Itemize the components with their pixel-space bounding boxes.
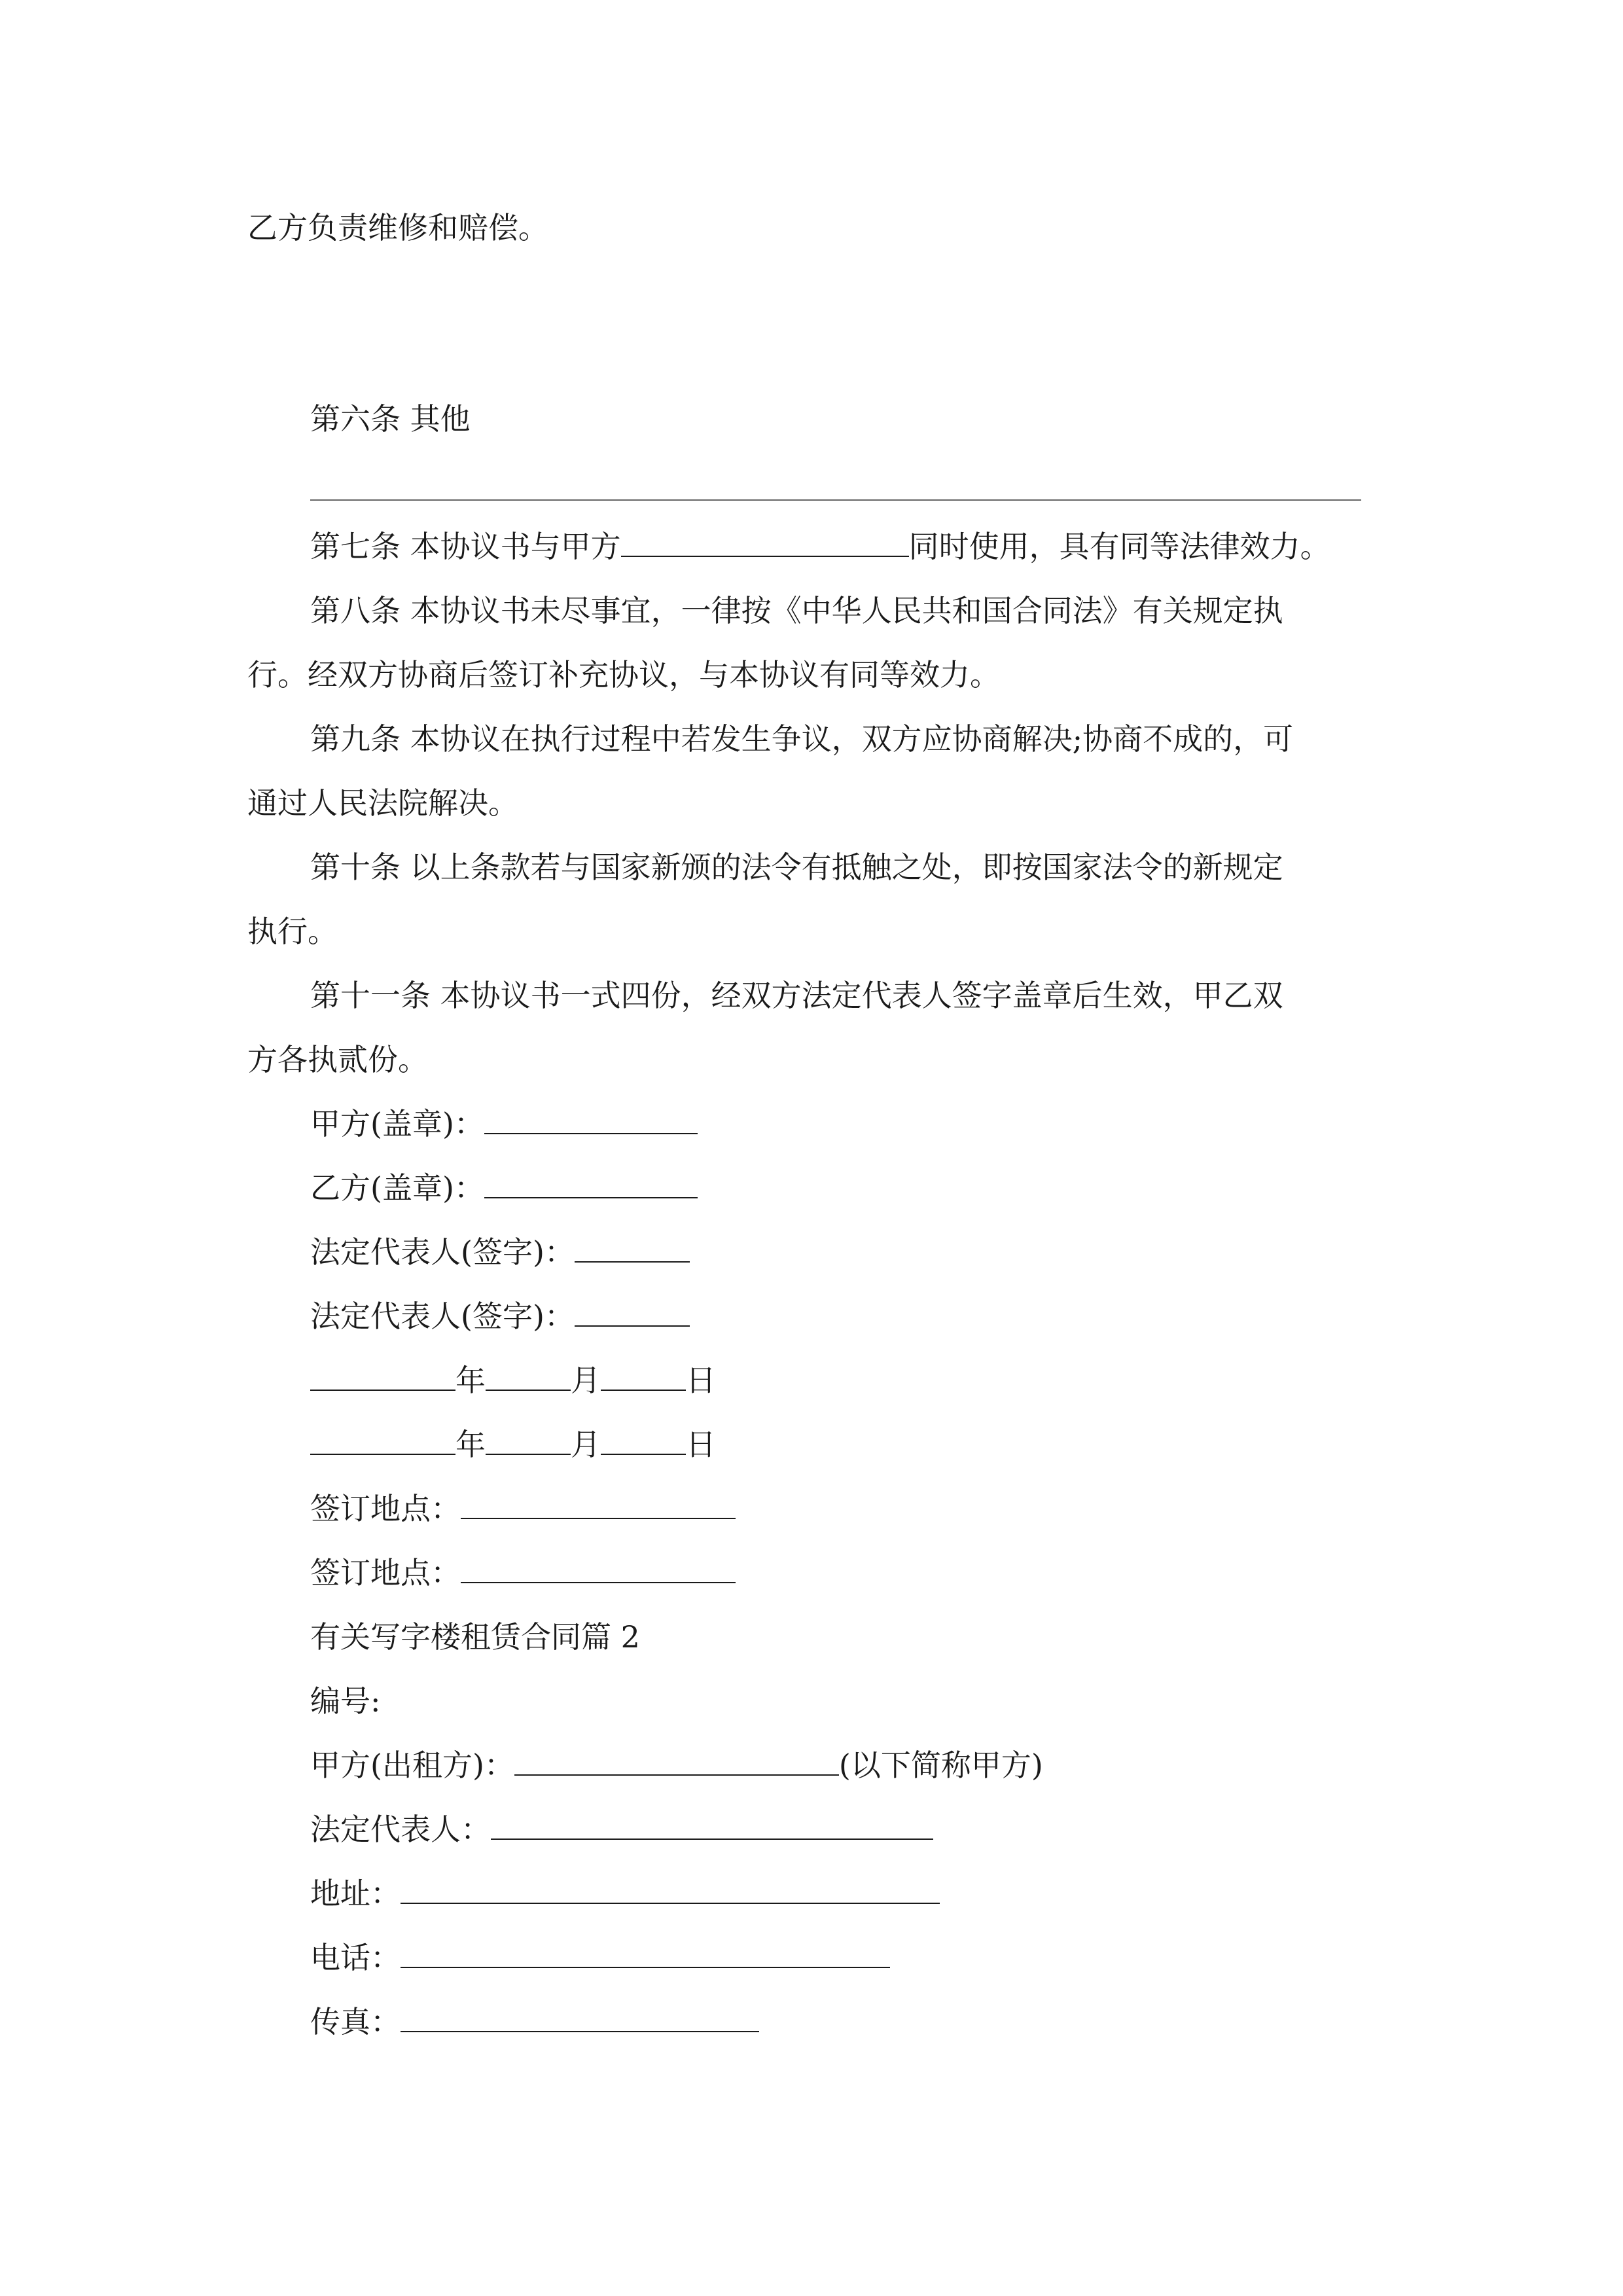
article-6-blank-line[interactable] xyxy=(310,499,1361,501)
article-6: 第六条 其他 xyxy=(310,401,471,437)
signing-place-row-2: 签订地点： xyxy=(310,1553,736,1592)
article-9-line-1: 第九条 本协议在执行过程中若发生争议，双方应协商解决;协商不成的，可 xyxy=(310,721,1294,757)
legal-rep-sign-field-2[interactable] xyxy=(575,1297,690,1327)
year-field-2[interactable] xyxy=(310,1425,455,1455)
article-8-line-1: 第八条 本协议书未尽事宜，一律按《中华人民共和国合同法》有关规定执 xyxy=(310,593,1283,628)
article-11-line-1: 第十一条 本协议书一式四份，经双方法定代表人签字盖章后生效，甲乙双 xyxy=(310,978,1283,1013)
phone-row: 电话： xyxy=(310,1938,890,1977)
date-row-2: 年 月 日 xyxy=(310,1425,716,1464)
signing-place-field-2[interactable] xyxy=(461,1553,736,1583)
section-2-title: 有关写字楼租赁合同篇 2 xyxy=(310,1619,640,1655)
lessor-row: 甲方(出租方)： (以下简称甲方) xyxy=(310,1746,1043,1785)
legal-rep-row: 法定代表人： xyxy=(310,1810,933,1849)
party-a-seal-field[interactable] xyxy=(484,1104,698,1134)
address-field[interactable] xyxy=(401,1874,940,1904)
legal-rep-sign-row-2: 法定代表人(签字)： xyxy=(310,1297,690,1336)
party-a-seal-row: 甲方(盖章)： xyxy=(310,1104,698,1143)
address-row: 地址： xyxy=(310,1874,940,1913)
party-b-seal-row: 乙方(盖章)： xyxy=(310,1168,698,1208)
continuation-line: 乙方负责维修和赔偿。 xyxy=(247,210,548,245)
number-label: 编号: xyxy=(310,1683,381,1719)
article-9-line-2: 通过人民法院解决。 xyxy=(247,785,518,821)
article-8-line-2: 行。经双方协商后签订补充协议，与本协议有同等效力。 xyxy=(247,657,1000,692)
month-field-2[interactable] xyxy=(486,1425,571,1455)
article-7-blank[interactable] xyxy=(621,527,909,557)
date-row-1: 年 月 日 xyxy=(310,1361,716,1400)
article-7: 第七条 本协议书与甲方 同时使用，具有同等法律效力。 xyxy=(310,527,1330,566)
article-11-line-2: 方各执贰份。 xyxy=(247,1042,428,1077)
day-field-2[interactable] xyxy=(601,1425,686,1455)
legal-rep-sign-row-1: 法定代表人(签字)： xyxy=(310,1232,690,1272)
article-10-line-2: 执行。 xyxy=(247,914,338,949)
article-10-line-1: 第十条 以上条款若与国家新颁的法令有抵触之处，即按国家法令的新规定 xyxy=(310,850,1283,885)
signing-place-row-1: 签订地点： xyxy=(310,1489,736,1528)
year-field-1[interactable] xyxy=(310,1361,455,1391)
month-field-1[interactable] xyxy=(486,1361,571,1391)
legal-rep-field[interactable] xyxy=(491,1810,933,1840)
day-field-1[interactable] xyxy=(601,1361,686,1391)
fax-field[interactable] xyxy=(401,2002,759,2032)
lessor-field[interactable] xyxy=(514,1746,839,1776)
signing-place-field-1[interactable] xyxy=(461,1489,736,1519)
phone-field[interactable] xyxy=(401,1938,890,1968)
fax-row: 传真： xyxy=(310,2002,759,2041)
legal-rep-sign-field-1[interactable] xyxy=(575,1232,690,1263)
party-b-seal-field[interactable] xyxy=(484,1168,698,1198)
